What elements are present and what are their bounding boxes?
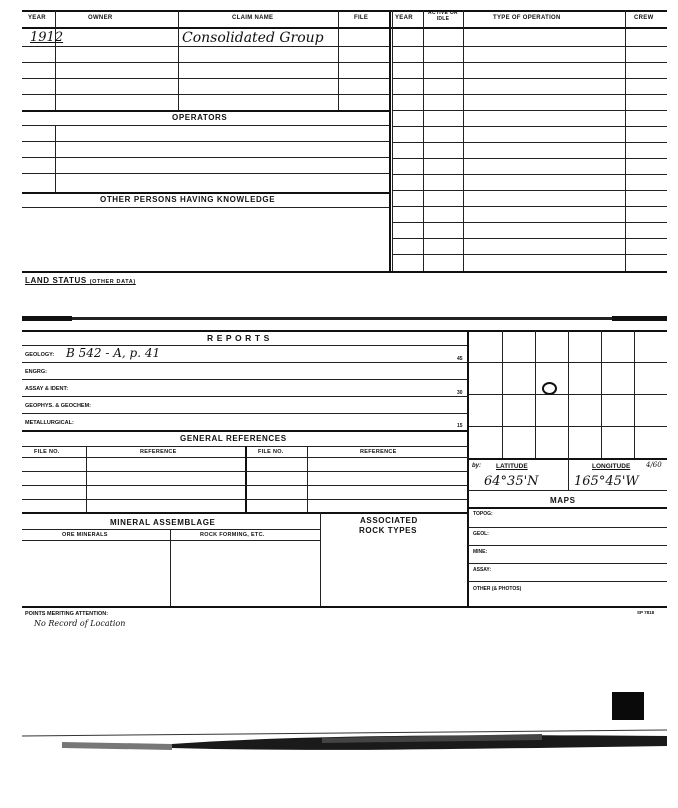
reports-bottom-line [22, 430, 468, 432]
ops-row-line [392, 46, 667, 47]
ref-col-line [307, 446, 308, 512]
longitude-note: 4/60 [646, 461, 662, 469]
ref-row-line [22, 471, 468, 472]
file-header: FILE [354, 15, 369, 21]
knowledge-top-line [22, 192, 389, 194]
knowledge-title: OTHER PERSONS HAVING KNOWLEDGE [100, 195, 276, 204]
maps-row-line [468, 563, 667, 564]
grid-line [469, 426, 667, 427]
operators-row-line [22, 173, 389, 174]
ops-row-line [392, 158, 667, 159]
latlon-bottom-line [468, 490, 667, 491]
active-or-idle-header: ACTIVE OR IDLE [428, 10, 458, 22]
location-prefix: by: [472, 463, 481, 469]
lower-section-bottom [22, 606, 667, 608]
separator-mark-left [22, 316, 72, 321]
claim-year-value: 1912 [30, 30, 64, 45]
ref-row-line [22, 499, 468, 500]
reports-row-line [22, 413, 468, 414]
latitude-label: LATITUDE [496, 463, 528, 470]
operators-title: OPERATORS [172, 113, 228, 122]
claims-row-line [22, 46, 389, 47]
location-grid [469, 330, 667, 458]
claims-row-line [22, 78, 389, 79]
claim-name-header: CLAIM NAME [232, 15, 274, 21]
mineral-header-line [22, 529, 320, 530]
mineral-col-line [170, 529, 171, 606]
map-field-geol: GEOL: [473, 531, 489, 537]
ops-row-line [392, 222, 667, 223]
owner-col-line [178, 10, 179, 110]
upper-section-bottom [22, 271, 667, 273]
ore-minerals-header: ORE MINERALS [62, 532, 108, 538]
scan-noise-band [22, 722, 667, 762]
top-border [22, 10, 667, 12]
ops-row-line [392, 254, 667, 255]
claim-name-value: Consolidated Group [182, 30, 324, 46]
reports-title: R E P O R T S [207, 333, 270, 343]
active-col-line [463, 10, 464, 272]
reports-row-line [22, 379, 468, 380]
grid-number: 15 [457, 423, 463, 429]
maps-row-line [468, 527, 667, 528]
operators-header-line [22, 125, 389, 126]
ref-reference-header: REFERENCE [140, 449, 177, 455]
associated-divider [320, 512, 321, 606]
operators-row-line [22, 157, 389, 158]
form-number: SP 7818 [637, 610, 655, 615]
maps-title: MAPS [550, 496, 576, 505]
ops-row-line [392, 190, 667, 191]
claim-col-line [338, 10, 339, 110]
general-references-title: GENERAL REFERENCES [180, 434, 287, 443]
map-field-topog: TOPOG: [473, 511, 493, 517]
ref-reference-header: REFERENCE [360, 449, 397, 455]
ref-row-line [22, 485, 468, 486]
ref-col-line [245, 446, 247, 512]
ops-row-line [392, 206, 667, 207]
geology-value: B 542 - A, p. 41 [66, 346, 161, 360]
geology-label: GEOLOGY: [25, 352, 55, 358]
points-meriting-attention-label: POINTS MERITING ATTENTION: [25, 611, 109, 617]
ref-col-line [86, 446, 87, 512]
rock-types-label: ROCK TYPES [359, 526, 418, 535]
operators-row-line [22, 141, 389, 142]
ops-row-line [392, 62, 667, 63]
ops-year-header: YEAR [395, 15, 413, 21]
ref-file-no-header: FILE NO. [258, 449, 284, 455]
map-field-mine: MINE: [473, 549, 488, 555]
ops-row-line [392, 126, 667, 127]
engrg-label: ENGRG: [25, 369, 47, 375]
ops-row-line [392, 78, 667, 79]
metallurgical-label: METALLURGICAL: [25, 420, 74, 426]
reports-row-line [22, 396, 468, 397]
crew-col-line [625, 10, 626, 272]
ops-row-line [392, 142, 667, 143]
separator-band [22, 317, 667, 320]
latitude-value: 64°35'N [484, 474, 539, 489]
reports-row-line [22, 362, 468, 363]
black-tab-mark [612, 692, 644, 720]
map-field-assay: ASSAY: [473, 567, 492, 573]
ref-file-no-header: FILE NO. [34, 449, 60, 455]
grid-number: 30 [457, 390, 463, 396]
left-right-divider [389, 10, 391, 272]
associated-label: ASSOCIATED [360, 516, 418, 525]
claims-row-line [22, 94, 389, 95]
year-col-line [55, 10, 56, 110]
maps-header-line [468, 507, 667, 509]
claims-year-header: YEAR [28, 15, 46, 21]
ops-row-line [392, 110, 667, 111]
header-bottom-border [22, 27, 667, 29]
mineral-subheader-line [22, 540, 320, 541]
assay-label: ASSAY & IDENT: [25, 386, 69, 392]
longitude-value: 165°45'W [574, 474, 639, 489]
references-bottom-line [22, 512, 468, 514]
grid-line [469, 362, 667, 363]
mineral-assemblage-title: MINERAL ASSEMBLAGE [110, 518, 216, 527]
ops-row-line [392, 238, 667, 239]
operators-top-line [22, 110, 389, 112]
land-status-label: LAND STATUS (OTHER DATA) [25, 276, 136, 285]
type-of-operation-header: TYPE OF OPERATION [493, 15, 561, 21]
left-right-divider-inner [392, 10, 393, 272]
location-marker [542, 382, 557, 395]
owner-header: OWNER [88, 15, 113, 21]
rock-forming-header: ROCK FORMING, ETC. [200, 532, 265, 538]
separator-mark-right [612, 316, 667, 321]
lat-lon-divider [568, 458, 569, 490]
ops-row-line [392, 174, 667, 175]
grid-line [469, 394, 667, 395]
points-meriting-attention-note: No Record of Location [34, 619, 126, 628]
claims-row-line [22, 62, 389, 63]
ops-row-line [392, 94, 667, 95]
grid-number: 45 [457, 356, 463, 362]
longitude-label: LONGITUDE [592, 463, 631, 470]
knowledge-header-line [22, 207, 389, 208]
map-field-other: OTHER (& PHOTOS) [473, 586, 522, 592]
geophys-label: GEOPHYS. & GEOCHEM: [25, 403, 92, 409]
ops-year-col-line [423, 10, 424, 272]
maps-row-line [468, 581, 667, 582]
crew-header: CREW [634, 15, 654, 21]
maps-row-line [468, 545, 667, 546]
operators-col-line [55, 125, 56, 192]
